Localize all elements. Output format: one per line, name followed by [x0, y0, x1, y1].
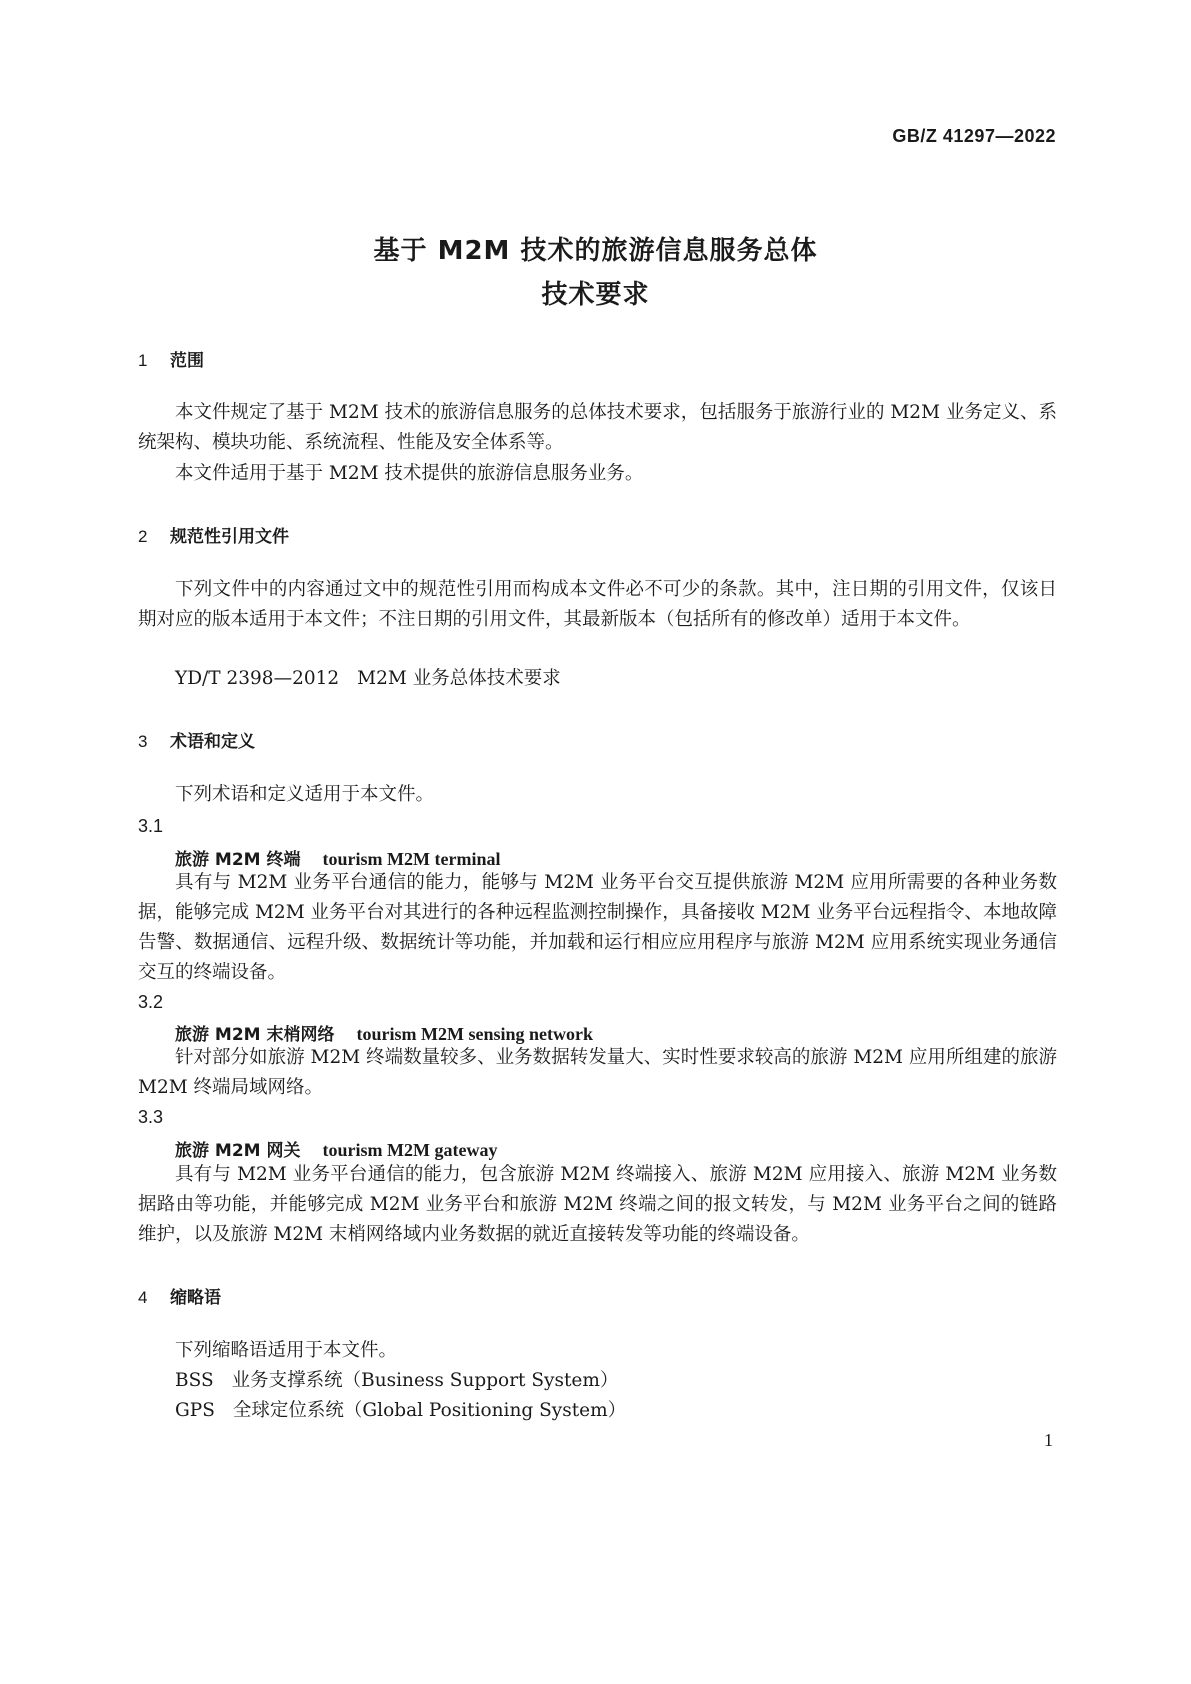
abbreviation: GPS: [175, 1400, 215, 1421]
section-heading-3: [138, 727, 255, 752]
section-heading-1: [138, 346, 204, 371]
term-heading: [175, 1020, 593, 1045]
section-number: 4: [138, 1288, 148, 1307]
section-number: 2: [138, 527, 148, 546]
abbreviation-item: [175, 1366, 618, 1396]
terms-intro: 下列术语和定义适用于本文件。: [175, 784, 435, 805]
term-heading: [175, 845, 500, 870]
reference-item: [175, 664, 561, 694]
term-definition: 具有与 M2M 业务平台通信的能力，能够与 M2M 业务平台交互提供旅游 M2M 应用所需要的各种业务数据，能够完成 M2M 业务平台对其进行的各种远程监测控制操作，具备接收 M2M 业务平台远程指令、本地故障告警、数据通信、远程升级、数据统计等功能，并加载和运行相应应用程序与旅游 M2M 应用系统实现业务通信交互的终端设备。: [138, 872, 1057, 983]
section-title: 术语和定义: [170, 732, 255, 752]
section-heading-4: [138, 1283, 221, 1308]
document-title-line-1: 基于 M2M 技术的旅游信息服务总体: [373, 236, 818, 266]
abbreviation-full: 全球定位系统（Global Positioning System）: [232, 1400, 627, 1421]
section-heading-2: [138, 522, 289, 547]
standard-code: GB/Z 41297—2022: [892, 126, 1056, 146]
section-title: 规范性引用文件: [170, 527, 289, 547]
section-number: 3: [138, 732, 148, 751]
term-definition: 针对部分如旅游 M2M 终端数量较多、业务数据转发量大、实时性要求较高的旅游 M2M 应用所组建的旅游 M2M 终端局域网络。: [138, 1047, 1057, 1098]
reference-title: M2M 业务总体技术要求: [357, 668, 561, 689]
reference-code: YD/T 2398—2012: [175, 668, 340, 689]
section-title: 缩略语: [170, 1288, 221, 1308]
section-title: 范围: [170, 351, 204, 371]
term-zh: 旅游 M2M 末梢网络: [175, 1025, 335, 1045]
term-definition: 具有与 M2M 业务平台通信的能力，包含旅游 M2M 终端接入、旅游 M2M 应用接入、旅游 M2M 业务数据路由等功能，并能够完成 M2M 业务平台和旅游 M2M 终端之间的报文转发，与 M2M 业务平台之间的链路维护，以及旅游 M2M 末梢网络域内业务数据的就近直接转发等功能的终端设备。: [138, 1164, 1057, 1245]
term-number: 3.1: [138, 816, 164, 836]
section-number: 1: [138, 351, 148, 370]
abbreviation-full: 业务支撑系统（Business Support System）: [231, 1370, 619, 1391]
abbreviations-intro: 下列缩略语适用于本文件。: [175, 1340, 398, 1361]
term-en: tourism M2M terminal: [322, 849, 501, 869]
term-number: 3.3: [138, 1107, 164, 1127]
document-title-line-2: 技术要求: [541, 280, 650, 310]
page-number: 1: [1044, 1430, 1053, 1450]
term-en: tourism M2M gateway: [322, 1140, 498, 1160]
normative-references-paragraph: 下列文件中的内容通过文中的规范性引用而构成本文件必不可少的条款。其中，注日期的引用文件，仅该日期对应的版本适用于本文件；不注日期的引用文件，其最新版本（包括所有的修改单）适用于本文件。: [138, 579, 1057, 630]
term-heading: [175, 1136, 497, 1161]
term-zh: 旅游 M2M 网关: [175, 1141, 301, 1161]
term-zh: 旅游 M2M 终端: [175, 850, 301, 870]
term-number: 3.2: [138, 992, 164, 1012]
scope-paragraph-2: 本文件适用于基于 M2M 技术提供的旅游信息服务业务。: [175, 463, 644, 484]
abbreviation-item: [175, 1396, 626, 1426]
term-en: tourism M2M sensing network: [356, 1024, 593, 1044]
abbreviation: BSS: [175, 1370, 214, 1391]
scope-paragraph-1: 本文件规定了基于 M2M 技术的旅游信息服务的总体技术要求，包括服务于旅游行业的 M2M 业务定义、系统架构、模块功能、系统流程、性能及安全体系等。: [138, 402, 1057, 453]
